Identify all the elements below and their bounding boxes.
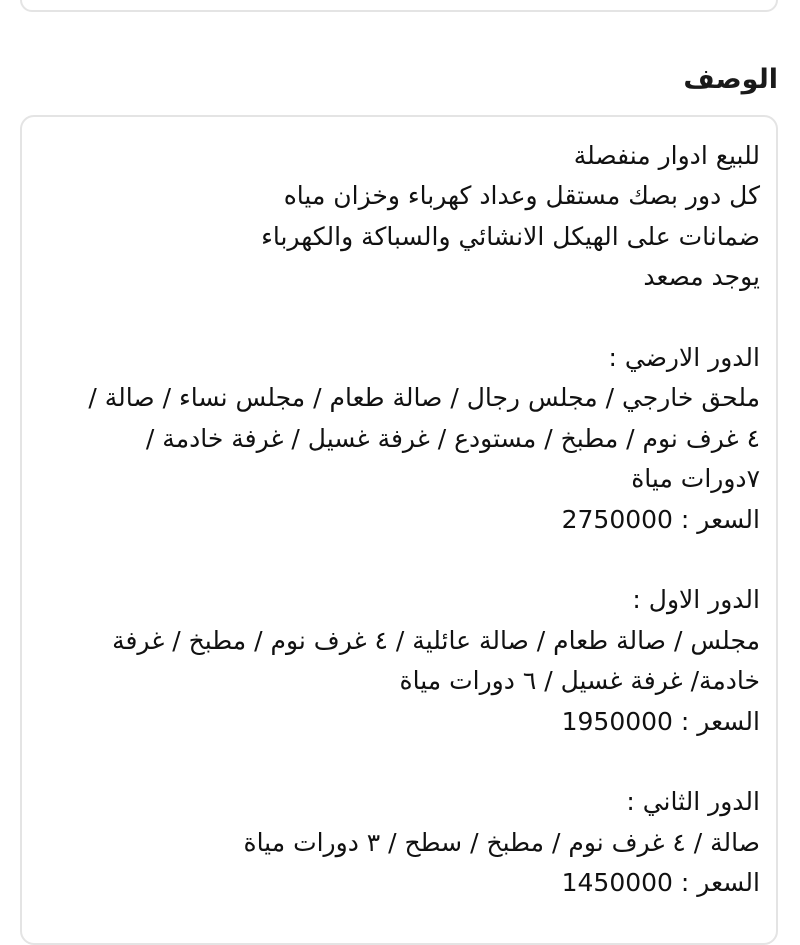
previous-card — [20, 0, 778, 12]
intro-line: للبيع ادوار منفصلة — [573, 141, 760, 170]
ground-floor-line: ٧دورات مياة — [631, 464, 760, 494]
intro-line: كل دور بصك مستقل وعداد كهرباء وخزان مياه — [283, 181, 760, 211]
first-floor-line: مجلس / صالة طعام / صالة عائلية / ٤ غرف نوم / مطبخ / غرفة — [112, 625, 760, 655]
ground-floor-line: ملحق خارجي / مجلس رجال / صالة طعام / مجلس نساء / صالة / — [88, 383, 760, 413]
second-floor-line: صالة / ٤ غرف نوم / مطبخ / سطح / ٣ دورات مياة — [243, 827, 760, 857]
second-floor-heading: الدور الثاني : — [626, 787, 760, 817]
section-title: الوصف — [683, 64, 778, 95]
ground-floor-line: ٤ غرف نوم / مطبخ / مستودع / غرفة غسيل / غرفة خادمة / — [145, 423, 760, 453]
spacer — [50, 298, 760, 338]
second-floor-price-row — [50, 863, 760, 903]
price-label: السعر : — [680, 504, 760, 534]
intro-line: ضمانات على الهيكل الانشائي والسباكة والكهرباء — [261, 221, 760, 251]
spacer — [50, 540, 760, 580]
price-label: السعر : — [680, 868, 760, 898]
ground-floor-price: 2750000 — [561, 504, 673, 534]
first-floor-heading: الدور الاول : — [632, 585, 760, 615]
ground-floor-price-row — [50, 500, 760, 540]
intro-line: يوجد مصعد — [643, 262, 760, 292]
spacer — [50, 742, 760, 782]
price-label: السعر : — [680, 706, 760, 736]
description-text — [50, 136, 760, 904]
second-floor-price: 1450000 — [561, 868, 673, 898]
first-floor-line: خادمة/ غرفة غسيل / ٦ دورات مياة — [399, 666, 760, 696]
first-floor-price-row — [50, 702, 760, 742]
first-floor-price: 1950000 — [561, 706, 673, 736]
ground-floor-heading: الدور الارضي : — [608, 343, 760, 373]
